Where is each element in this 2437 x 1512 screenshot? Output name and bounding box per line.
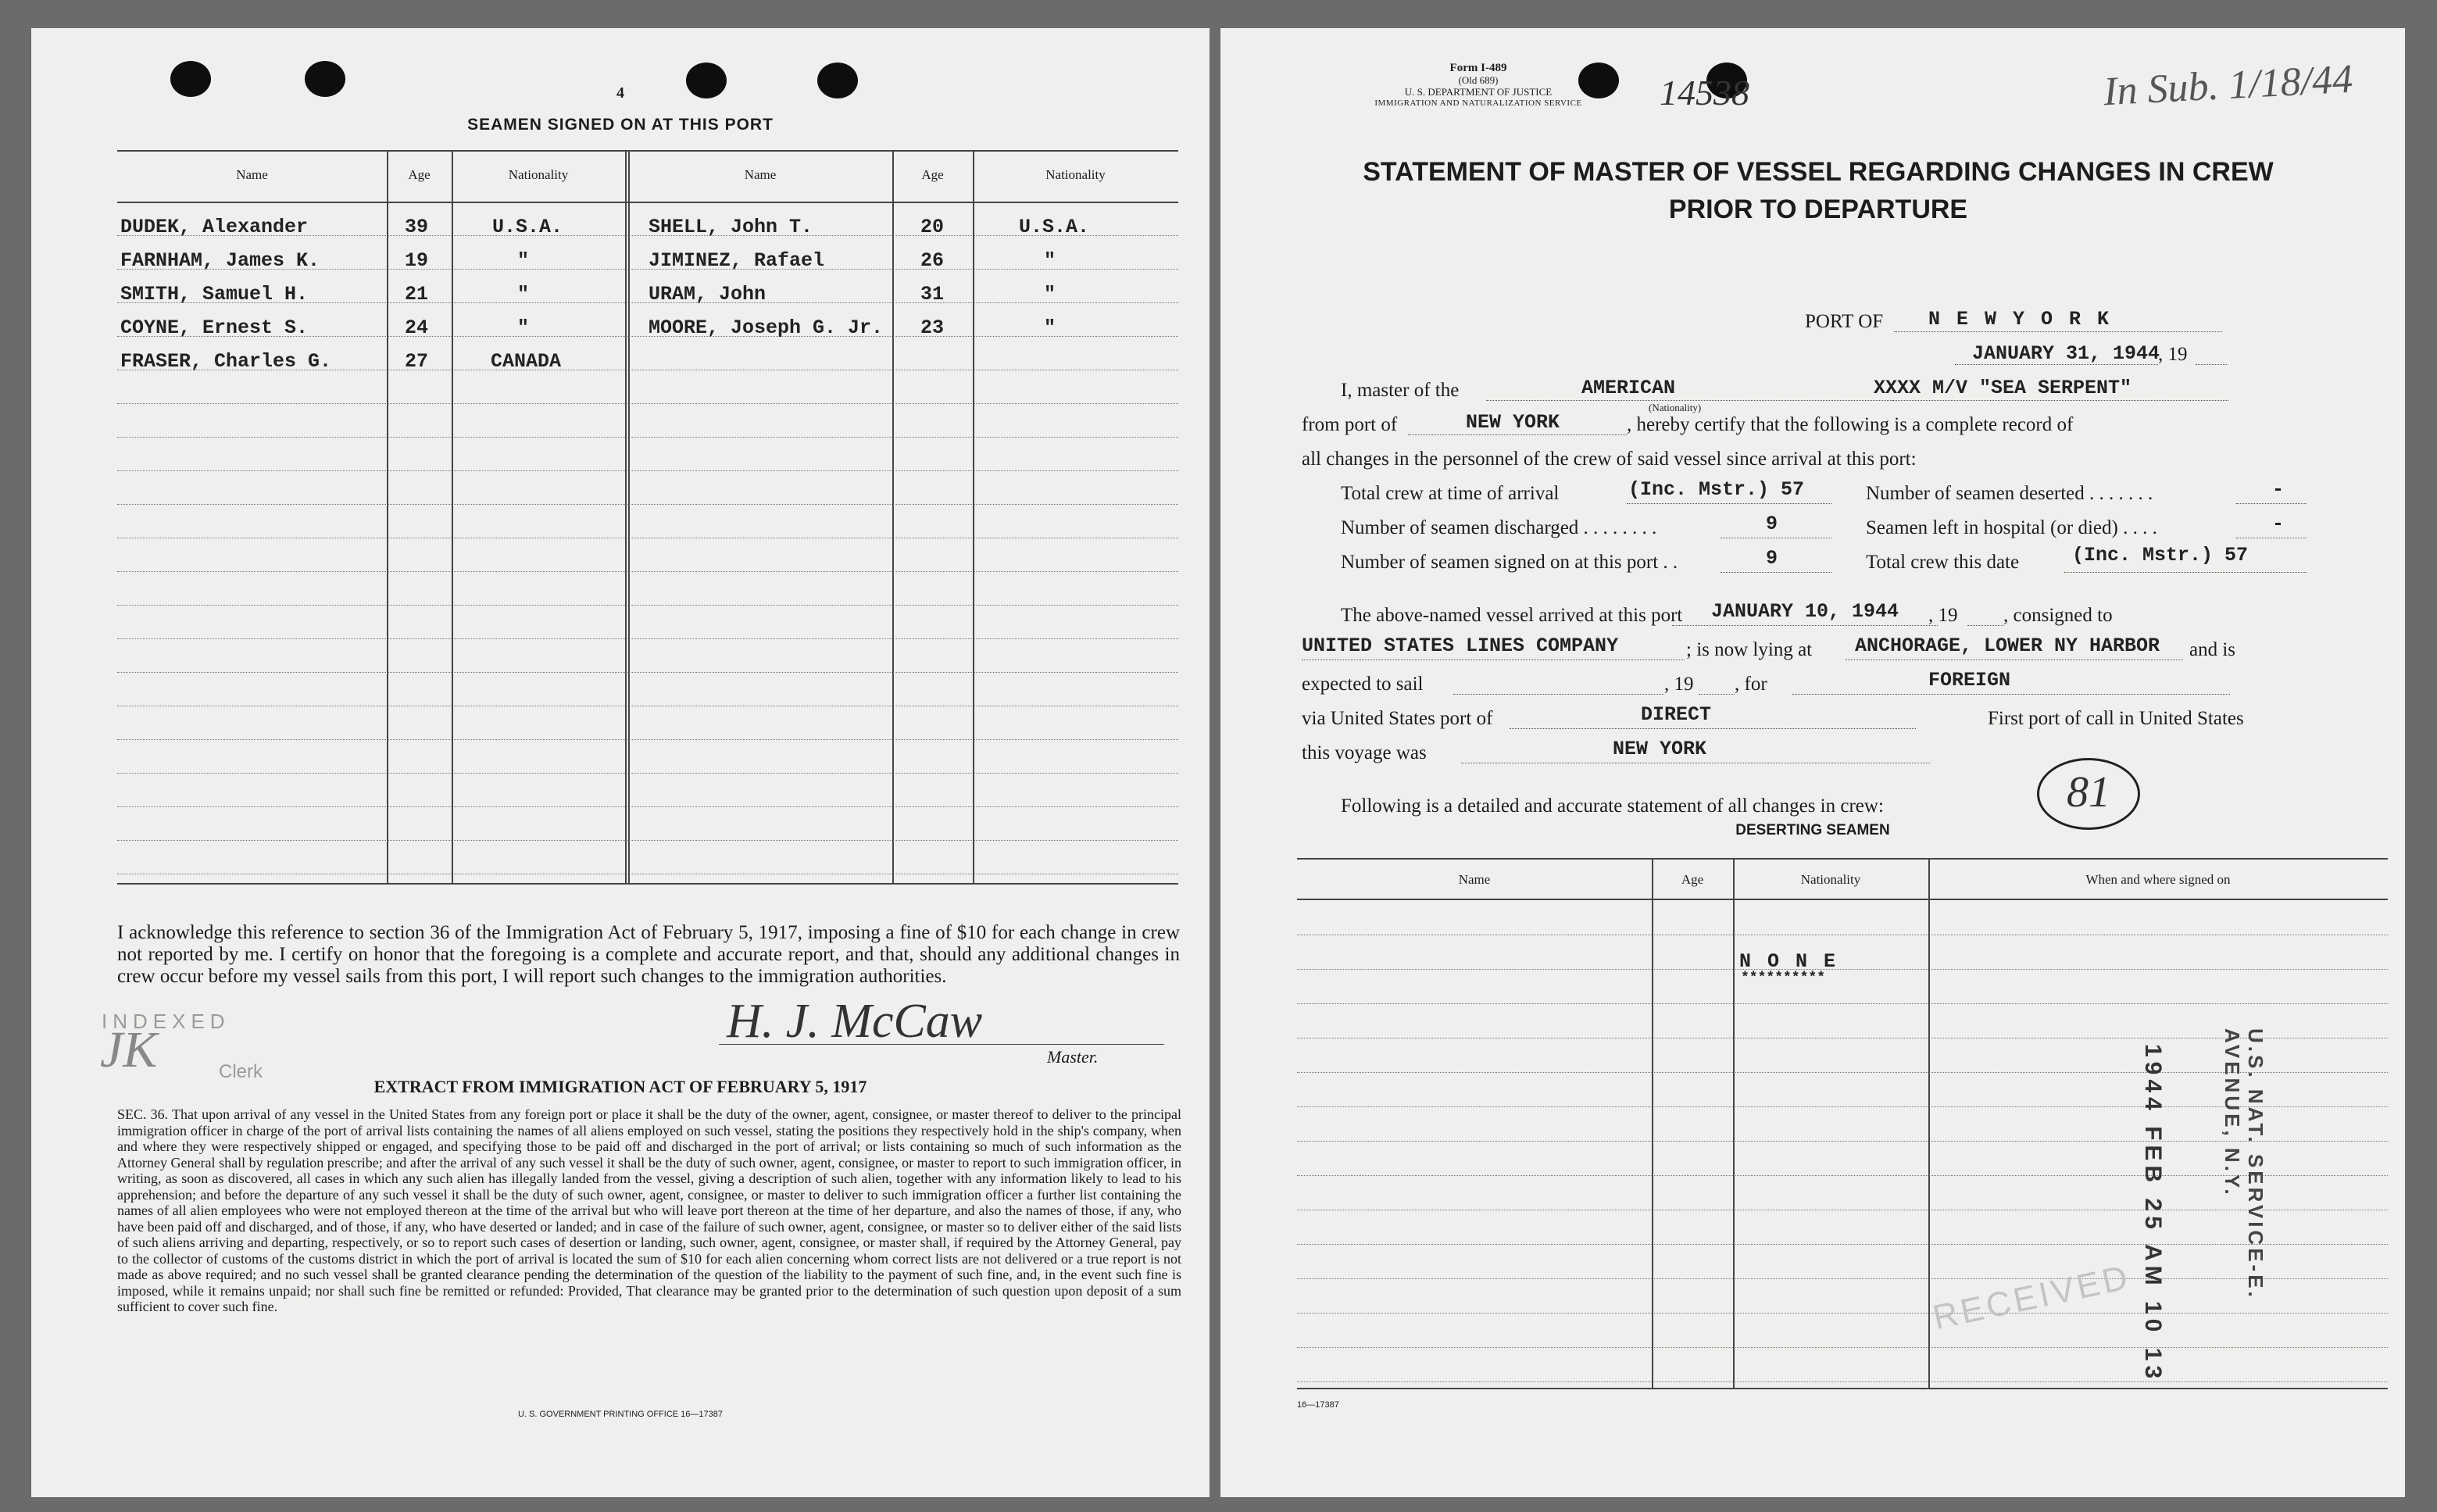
seaman-age: 23	[920, 316, 945, 339]
seaman-age: 27	[405, 350, 429, 373]
received-date-stamp: 1944 FEB 25 AM 10 13	[2140, 1044, 2166, 1384]
consignee-value: UNITED STATES LINES COMPANY	[1302, 634, 1619, 657]
first-port-label: First port of call in United States	[1988, 708, 2244, 729]
signed-on-value: 9	[1766, 547, 1778, 570]
seaman-nationality: "	[517, 283, 530, 306]
seaman-name: JIMINEZ, Rafael	[649, 249, 825, 272]
service: IMMIGRATION AND NATURALIZATION SERVICE	[1374, 98, 1582, 108]
seaman-nationality: "	[517, 249, 530, 272]
col-header-nationality: Nationality	[1800, 872, 1861, 887]
col-header-age: Age	[921, 167, 944, 182]
deserted-label: Number of seamen deserted . . . . . . .	[1866, 483, 2153, 504]
acknowledgement-text: I acknowledge this reference to section 36 of the Immigration Act of February 5, 1917, imposing a fine of $10 for each change in crew not reported by me. I certify on honor that the foregoing is a complete and accurate report, and that, should any additional changes in crew occur before my vessel sails from this port, I will report such changes to the immigration authorities.	[117, 922, 1180, 987]
seaman-age: 24	[405, 316, 429, 339]
table-rule	[117, 470, 1178, 471]
seaman-age: 21	[405, 283, 429, 306]
printer-line: U. S. GOVERNMENT PRINTING OFFICE 16—17387	[517, 1410, 724, 1419]
table-rule	[117, 806, 1178, 807]
form-title-line2: PRIOR TO DEPARTURE	[1668, 195, 1968, 224]
page-number: 4	[616, 84, 624, 102]
consigned-label: , consigned to	[2003, 605, 2113, 626]
none-underline: **********	[1741, 970, 1826, 986]
seaman-age: 31	[920, 283, 945, 306]
seaman-name: FARNHAM, James K.	[120, 249, 320, 272]
form-title	[1252, 153, 2385, 228]
seaman-name: COYNE, Ernest S.	[120, 316, 309, 339]
right-page	[1220, 28, 2405, 1497]
form-number: Form I-489	[1449, 62, 1507, 74]
lying-value: ANCHORAGE, LOWER NY HARBOR	[1855, 634, 2160, 657]
master-of-label: I, master of the	[1341, 380, 1460, 401]
table-rule	[117, 773, 1178, 774]
seaman-name: MOORE, Joseph G. Jr.	[649, 316, 884, 339]
table-rule	[1297, 1003, 2388, 1004]
total-crew-date-label: Total crew this date	[1866, 552, 2020, 573]
for-label: , for	[1735, 674, 1767, 695]
deserted-value: -	[2272, 478, 2285, 501]
seaman-name: FRASER, Charles G.	[120, 350, 332, 373]
form-title-line1: STATEMENT OF MASTER OF VESSEL REGARDING CHANGES IN CREW	[1363, 157, 2274, 187]
expected-year: , 19	[1664, 674, 1694, 695]
clerk-label: Clerk	[219, 1061, 263, 1082]
via-value: DIRECT	[1641, 703, 1712, 726]
table-rule	[117, 672, 1178, 673]
left-page	[31, 28, 1210, 1497]
table-rule	[117, 638, 1178, 639]
signed-on-label: Number of seamen signed on at this port . .	[1341, 552, 1678, 573]
port-label: PORT OF	[1805, 311, 1884, 332]
clerk-initials: JK	[100, 1021, 158, 1078]
department: U. S. DEPARTMENT OF JUSTICE	[1404, 86, 1553, 98]
seaman-nationality: "	[1044, 316, 1056, 339]
old-number: (Old 689)	[1458, 74, 1499, 86]
expected-label: expected to sail	[1302, 674, 1424, 695]
seaman-name: SHELL, John T.	[649, 216, 813, 238]
date-value: JANUARY 31, 1944	[1972, 342, 2160, 365]
table-rule	[117, 403, 1178, 404]
for-value: FOREIGN	[1928, 669, 2011, 692]
deserting-title: DESERTING SEAMEN	[1735, 822, 1890, 838]
received-watermark-stamp: RECEIVED	[1929, 1257, 2135, 1338]
certify-text: , hereby certify that the following is a complete record of	[1627, 414, 2074, 435]
seaman-name: URAM, John	[649, 283, 766, 306]
seaman-name: SMITH, Samuel H.	[120, 283, 309, 306]
total-crew-arrival-value: (Inc. Mstr.) 57	[1628, 478, 1805, 501]
circled-number: 81	[2037, 758, 2140, 830]
all-changes-text: all changes in the personnel of the crew of said vessel since arrival at this port:	[1302, 449, 1917, 470]
col-header-when-where: When and where signed on	[2085, 872, 2231, 887]
total-crew-date-value: (Inc. Mstr.) 57	[2072, 544, 2249, 567]
col-header-name: Name	[744, 167, 777, 182]
from-port-value: NEW YORK	[1466, 411, 1560, 434]
table-rule	[117, 840, 1178, 841]
col-header-nationality: Nationality	[1045, 167, 1106, 182]
table-rule	[117, 437, 1178, 438]
hospital-label: Seamen left in hospital (or died) . . . .	[1866, 517, 2157, 538]
seaman-nationality: "	[1044, 283, 1056, 306]
discharged-label: Number of seamen discharged . . . . . . . .	[1341, 517, 1657, 538]
seaman-nationality: "	[517, 316, 530, 339]
arrived-label: The above-named vessel arrived at this port	[1341, 605, 1683, 626]
port-value: N E W Y O R K	[1928, 308, 2112, 331]
seaman-nationality: U.S.A.	[1019, 216, 1090, 238]
handwritten-note: In Sub. 1/18/44	[2102, 56, 2354, 115]
arrived-suffix: , 19	[1928, 605, 1958, 626]
table-rule	[1297, 1347, 2388, 1348]
service-stamp: U.S. NAT. SERVICE-E. AVENUE, N.Y.	[2221, 1028, 2267, 1300]
vessel-value: XXXX M/V "SEA SERPENT"	[1874, 377, 2132, 399]
seaman-nationality: CANADA	[491, 350, 562, 373]
seaman-age: 39	[405, 216, 429, 238]
voyage-value: NEW YORK	[1613, 738, 1707, 760]
lying-label: ; is now lying at	[1686, 639, 1813, 660]
col-header-age: Age	[1681, 872, 1704, 887]
master-signature: H. J. McCaw	[727, 995, 983, 1048]
from-port-label: from port of	[1302, 414, 1398, 435]
col-header-name: Name	[236, 167, 268, 182]
printer-line: 16—17387	[1297, 1400, 1339, 1410]
form-header	[1275, 63, 1681, 109]
and-is-label: and is	[2189, 639, 2236, 660]
seaman-nationality: "	[1044, 249, 1056, 272]
nationality-caption: (Nationality)	[1649, 402, 1702, 413]
none-value: N O N E	[1739, 950, 1838, 973]
table-rule	[117, 571, 1178, 572]
table-rule	[117, 739, 1178, 740]
date-suffix: , 19	[2158, 344, 2188, 365]
file-number: 14538	[1660, 73, 1749, 113]
col-header-nationality: Nationality	[508, 167, 569, 182]
master-label: Master.	[1047, 1047, 1099, 1067]
extract-title: EXTRACT FROM IMMIGRATION ACT OF FEBRUARY 5, 1917	[373, 1077, 867, 1096]
seaman-age: 19	[405, 249, 429, 272]
via-label: via United States port of	[1302, 708, 1493, 729]
col-header-age: Age	[408, 167, 431, 182]
discharged-value: 9	[1766, 513, 1778, 535]
extract-text: SEC. 36. That upon arrival of any vessel in the United States from any foreign port or place it shall be the duty of the owner, agent, consignee, or master thereof to deliver to the principal immigration officer in charge of the port of arrival lists containing the names of all aliens employed on such vessel, stating the positions they respectively hold in the ship's company, when and where they were respectively shipped or engaged, and specifying those to be paid off and discharged in the port of arrival; or lists containing so much of such information as the Attorney General shall by regulation prescribe; and after the arrival of any such vessel it shall be the duty of such owner, agent, consignee, or master to report to such immigration officer, in writing, as soon as discovered, all cases in which any such alien has illegally landed from the vessel, giving a description of such alien, together with any information likely to lead to his apprehension; and before the departure of any such vessel it shall be the duty of such owner, agent, consignee, or master to deliver to such immigration officer a further list containing the names of all alien employees who were not employed thereon at the time of the arrival but who will leave port thereon at the time of her departure, and also the names of those, if any, who have been paid off and discharged, and of those, if any, who have deserted or landed; and in case of the failure of such owner, agent, consignee, or master so to deliver either of the said lists of such aliens arriving and departing, respectively, or so to report such cases of desertion or landing, such owner, agent, consignee, or master shall, if required by the Attorney General, pay to the collector of customs of the customs district in which the port of arrival is located the sum of $10 for each alien concerning whom correct lists are not delivered or a true report is not made as above required; and no such vessel shall be granted clearance pending the determination of the question of the liability to the payment of such fine, and, in the event such fine is imposed, while it remains unpaid; nor shall such fine be remitted or refunded: Provided, That clearance may be granted prior to the determination of such question upon deposit of a sum sufficient to cover such fine.	[117, 1106, 1181, 1314]
nationality-value: AMERICAN	[1581, 377, 1676, 399]
table-rule	[1297, 969, 2388, 970]
section-title: SEAMEN SIGNED ON AT THIS PORT	[467, 116, 774, 134]
arrived-value: JANUARY 10, 1944	[1711, 600, 1899, 623]
seaman-nationality: U.S.A.	[492, 216, 563, 238]
total-crew-arrival-label: Total crew at time of arrival	[1341, 483, 1560, 504]
seaman-name: DUDEK, Alexander	[120, 216, 309, 238]
voyage-label: this voyage was	[1302, 742, 1427, 763]
col-header-name: Name	[1458, 872, 1491, 887]
indexed-stamp: INDEXED	[102, 1010, 230, 1033]
hospital-value: -	[2272, 513, 2285, 535]
seaman-age: 20	[920, 216, 945, 238]
following-text: Following is a detailed and accurate statement of all changes in crew:	[1341, 795, 1884, 817]
table-rule	[117, 605, 1178, 606]
table-rule	[117, 504, 1178, 505]
seaman-age: 26	[920, 249, 945, 272]
